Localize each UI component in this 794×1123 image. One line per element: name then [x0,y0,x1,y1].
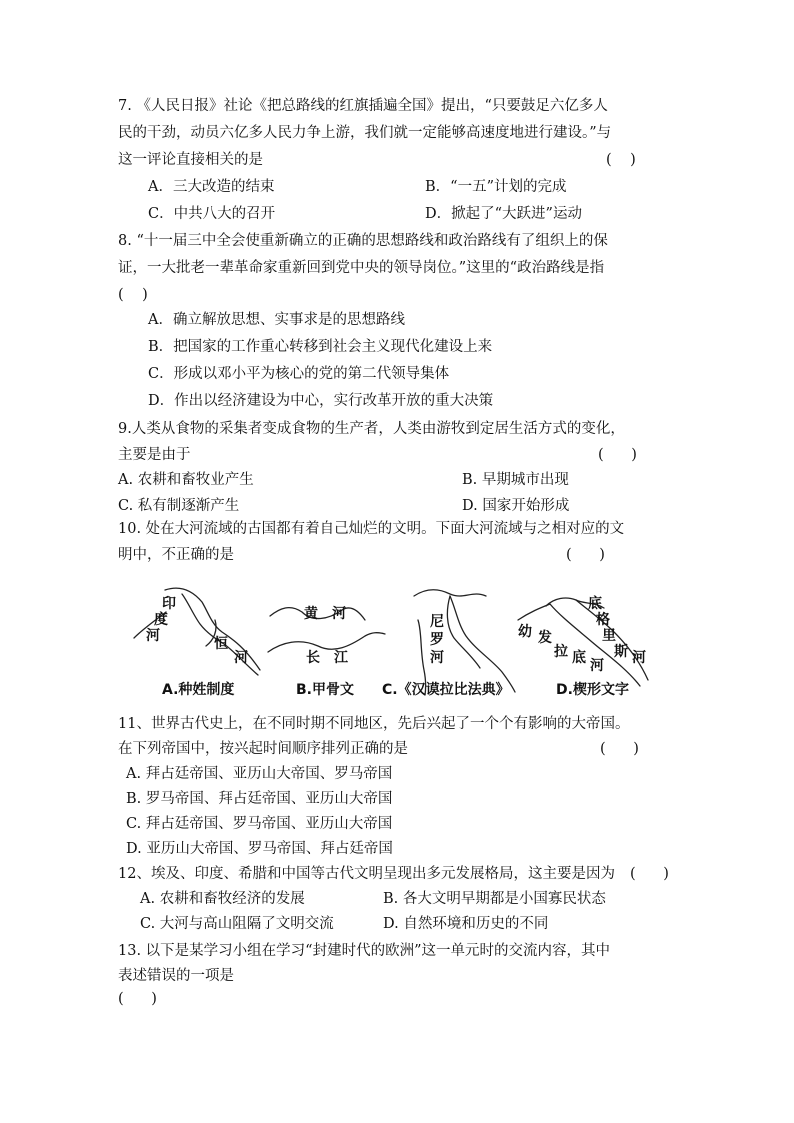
q12-stem-line-1: 12、埃及、印度、希腊和中国等古代文明呈现出多元发展格局，这主要是因为 [118,866,615,882]
q9-answer-parentheses: ( ) [598,447,637,463]
map4-label-fa: 发 [538,630,552,646]
q9-option-d: D. 国家开始形成 [462,498,570,514]
caption-d: D.楔形文字 [556,682,629,698]
map3-label-ni: 尼 [430,614,444,630]
q7-option-a: A．三大改造的结束 [148,179,275,195]
map4-label-he2: 河 [590,658,604,674]
q13-stem-line-2: 表述错误的一项是 [118,968,234,984]
caption-a: A.种姓制度 [162,682,235,698]
map2-label-chang: 长 [306,650,320,666]
q9-option-a: A. 农耕和畜牧业产生 [118,472,254,488]
q7-stem-line-2: 民的干劲，动员六亿多人民力争上游，我们就一定能够高速度地进行建设。”与 [118,125,612,141]
map1-label-heng: 恒 [214,636,228,652]
q8-option-d: D．作出以经济建设为中心，实行改革开放的重大决策 [148,393,494,409]
q7-option-c: C．中共八大的召开 [148,206,276,222]
q10-stem-line-2: 明中，不正确的是 [118,547,234,563]
map4-label-he: 河 [632,650,646,666]
q7-option-d: D．掀起了“大跃进”运动 [425,206,582,222]
q11-option-a: A. 拜占廷帝国、亚历山大帝国、罗马帝国 [126,766,393,782]
q8-stem-line-1: 8. “十一届三中全会使重新确立的正确的思想路线和政治路线有了组织上的保 [118,233,608,249]
caption-b: B.甲骨文 [296,682,354,698]
q9-stem-line-1: 9.人类从食物的采集者变成食物的生产者，人类由游牧到定居生活方式的变化， [118,421,625,437]
caption-c: C.《汉谟拉比法典》 [382,682,510,698]
map3-label-luo: 罗 [430,632,444,648]
q7-option-b: B．“一五”计划的完成 [425,179,567,195]
q7-stem-line-3: 这一评论直接相关的是 [118,152,263,168]
q11-stem-line-1: 11、世界古代史上，在不同时期不同地区，先后兴起了一个个有影响的大帝国。 [118,716,630,732]
map3-label-he: 河 [430,650,444,666]
map1-label-yin: 印 [162,596,176,612]
map2-label-huang: 黄 [304,606,318,622]
q13-answer-parentheses: ( ) [118,991,157,1007]
q11-option-d: D. 亚历山大帝国、罗马帝国、拜占廷帝国 [126,841,393,857]
map4-label-di: 底 [588,596,602,612]
map4-label-la: 拉 [554,644,568,660]
q12-option-a: A. 农耕和畜牧经济的发展 [140,891,305,907]
q11-answer-parentheses: ( ) [600,741,639,757]
map2-label-he: 河 [332,606,346,622]
map1-label-he2: 河 [234,650,248,666]
q7-answer-parentheses: ( ) [606,152,636,168]
map4-label-ge: 格 [596,612,610,628]
q11-stem-line-2: 在下列帝国中，按兴起时间顺序排列正确的是 [118,741,408,757]
river-civilization-maps [120,580,660,702]
q13-stem-line-1: 13. 以下是某学习小组在学习“封建时代的欧洲”这一单元时的交流内容，其中 [118,943,610,959]
map2-label-jiang: 江 [334,650,348,666]
q9-option-c: C. 私有制逐渐产生 [118,498,240,514]
q7-stem-line-1: 7. 《人民日报》社论《把总路线的红旗插遍全国》提出，“只要鼓足六亿多人 [118,98,608,114]
q10-stem-line-1: 10. 处在大河流域的古国都有着自己灿烂的文明。下面大河流域与之相对应的文 [118,521,625,537]
q8-option-a: A．确立解放思想、实事求是的思想路线 [148,312,405,328]
map4-label-di2: 底 [572,650,586,666]
q11-option-c: C. 拜占廷帝国、罗马帝国、亚历山大帝国 [126,816,393,832]
map4-label-si: 斯 [614,644,628,660]
q12-answer-parentheses: ( ) [630,866,669,882]
q8-option-c: C．形成以邓小平为核心的党的第二代领导集体 [148,366,450,382]
q8-option-b: B．把国家的工作重心转移到社会主义现代化建设上来 [148,339,493,355]
yellow-yangtze-map [268,608,385,652]
q9-stem-line-2: 主要是由于 [118,447,191,463]
q12-option-c: C. 大河与高山阻隔了文明交流 [140,916,334,932]
q10-answer-parentheses: ( ) [566,547,605,563]
map4-label-li: 里 [602,628,616,644]
map1-label-he: 河 [146,628,160,644]
q9-option-b: B. 早期城市出现 [462,472,569,488]
q12-option-b: B. 各大文明早期都是小国寡民状态 [383,891,606,907]
map1-label-du: 度 [154,612,168,628]
q11-option-b: B. 罗马帝国、拜占廷帝国、亚历山大帝国 [126,791,393,807]
q12-option-d: D. 自然环境和历史的不同 [383,916,549,932]
q8-stem-line-2: 证，一大批老一辈革命家重新回到党中央的领导岗位。”这里的“政治路线是指 [118,260,605,276]
map4-label-you: 幼 [518,624,532,640]
q8-answer-parentheses: ( ) [118,287,148,303]
